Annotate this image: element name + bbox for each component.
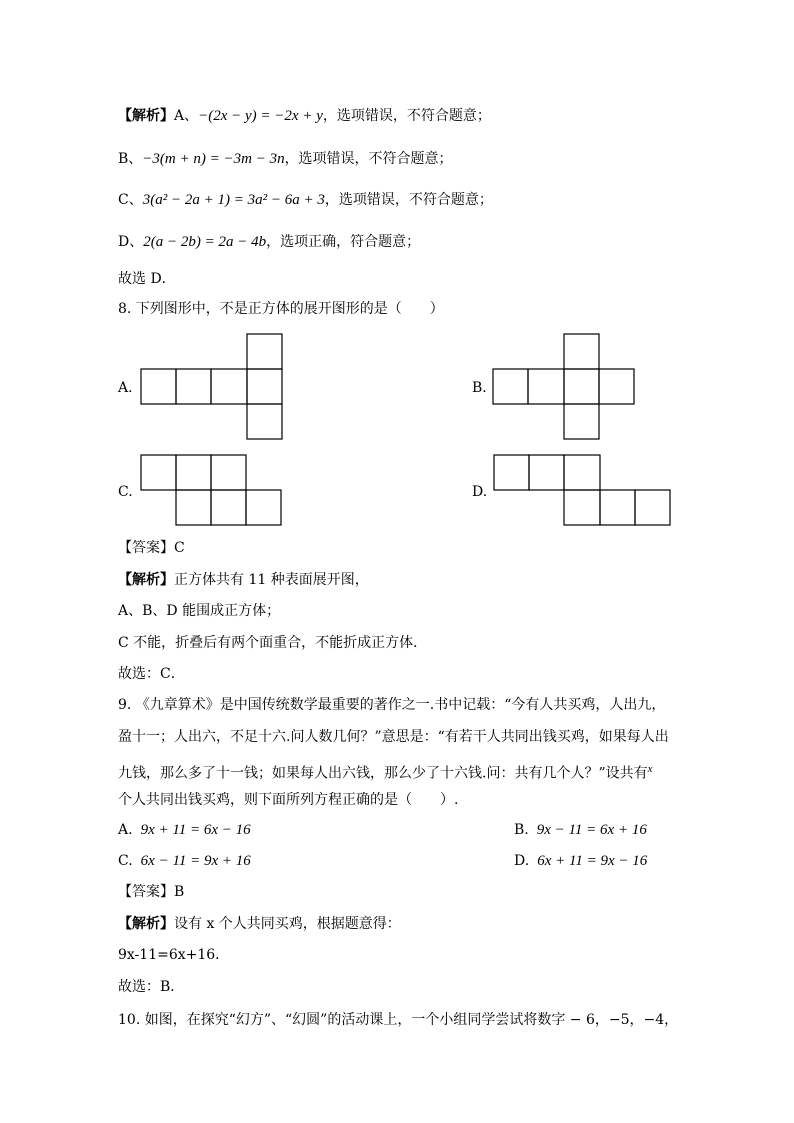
option-b[interactable] [514,820,647,840]
analysis-label: 【解析】 [118,916,174,932]
cube-net-c [141,455,281,525]
option-label: A. [118,822,133,838]
question-9-conclusion: 故选：B． [118,979,185,995]
option-a-verdict: ，选项错误，不符合题意； [322,108,491,124]
question-9-stem-line4: 个人共同出钱买鸡，则下面所列方程正确的是（ ）. [118,792,459,808]
net-b-label: B. [472,380,487,396]
option-d[interactable] [514,851,647,871]
option-equation: 6x − 11 = 9x + 16 [140,853,251,869]
option-a-prefix: A、 [174,108,199,124]
option-a[interactable] [118,820,251,840]
option-b-prefix: B、 [118,151,143,167]
option-b-verdict: ，选项错误，不符合题意； [284,151,453,167]
option-a-expression: −(2x − y) = −2x + y [198,108,323,124]
option-equation: 6x + 11 = 9x − 16 [537,853,648,869]
question-9-analysis-line1 [118,914,401,934]
question-9-stem-line2: 盈十一；人出六，不足十六.问人数几何？”意思是：“有若干人共同出钱买鸡，如果每人出 [118,729,669,745]
stem-text: 九钱，那么多了十一钱；如果每人出六钱，那么少了十六钱.问：共有几个人？”设共有 [118,765,648,782]
question-9-analysis-line2: 9x-11=6x+16． [118,947,230,963]
option-label: C. [118,853,133,869]
option-label: B. [514,822,529,838]
question-9-answer: 【答案】B [118,884,185,900]
option-equation: 9x + 11 = 6x − 16 [140,822,251,838]
cube-net-b [493,334,634,439]
option-label: D. [514,853,530,869]
variable-x: x [647,763,653,775]
net-c-label: C. [118,484,133,500]
option-c-verdict: ，选项错误，不符合题意； [324,192,493,208]
option-c[interactable] [118,851,251,871]
option-c-expression: 3(a² − 2a + 1) = 3a² − 6a + 3 [142,192,325,208]
analysis-text: 设有 x 个人共同买鸡，根据题意得： [174,916,401,932]
option-equation: 9x − 11 = 6x + 16 [536,822,647,838]
question-8-analysis-line1 [118,570,369,590]
question-9-stem-line1: 9. 《九章算术》是中国传统数学最重要的著作之一.书中记载：“今有人共买鸡，人出九， [118,697,666,713]
question-9-stem-line3 [118,759,653,784]
cube-net-a [141,334,282,439]
question-10-stem-line1: 10. 如图，在探究“幻方”、“幻圆”的活动课上，一个小组同学尝试将数字 − 6，−5，−4， [118,1012,679,1028]
option-d-verdict: ，选项正确，符合题意； [266,234,421,250]
question-8-analysis-line2: A、B、D 能围成正方体； [118,603,281,619]
option-b-expression: −3(m + n) = −3m − 3n [142,151,285,167]
analysis-text: 正方体共有 11 种表面展开图， [174,572,369,588]
net-a-label: A. [118,380,133,396]
analysis-label: 【解析】 [118,108,174,124]
question-8-analysis-line3: C 不能，折叠后有两个面重合，不能折成正方体． [118,635,428,651]
option-d-expression: 2(a − 2b) = 2a − 4b [143,234,267,250]
question-8-answer: 【答案】C [118,540,185,556]
analysis-conclusion: 故选 D． [118,271,176,287]
question-8-stem: 8. 下列图形中，不是正方体的展开图形的是（ ） [118,301,444,317]
option-c-prefix: C、 [118,192,143,208]
analysis-label: 【解析】 [118,572,174,588]
option-d-prefix: D、 [118,234,144,250]
cube-net-d [494,455,670,525]
question-8-conclusion: 故选：C． [118,666,185,682]
net-d-label: D. [472,484,488,500]
